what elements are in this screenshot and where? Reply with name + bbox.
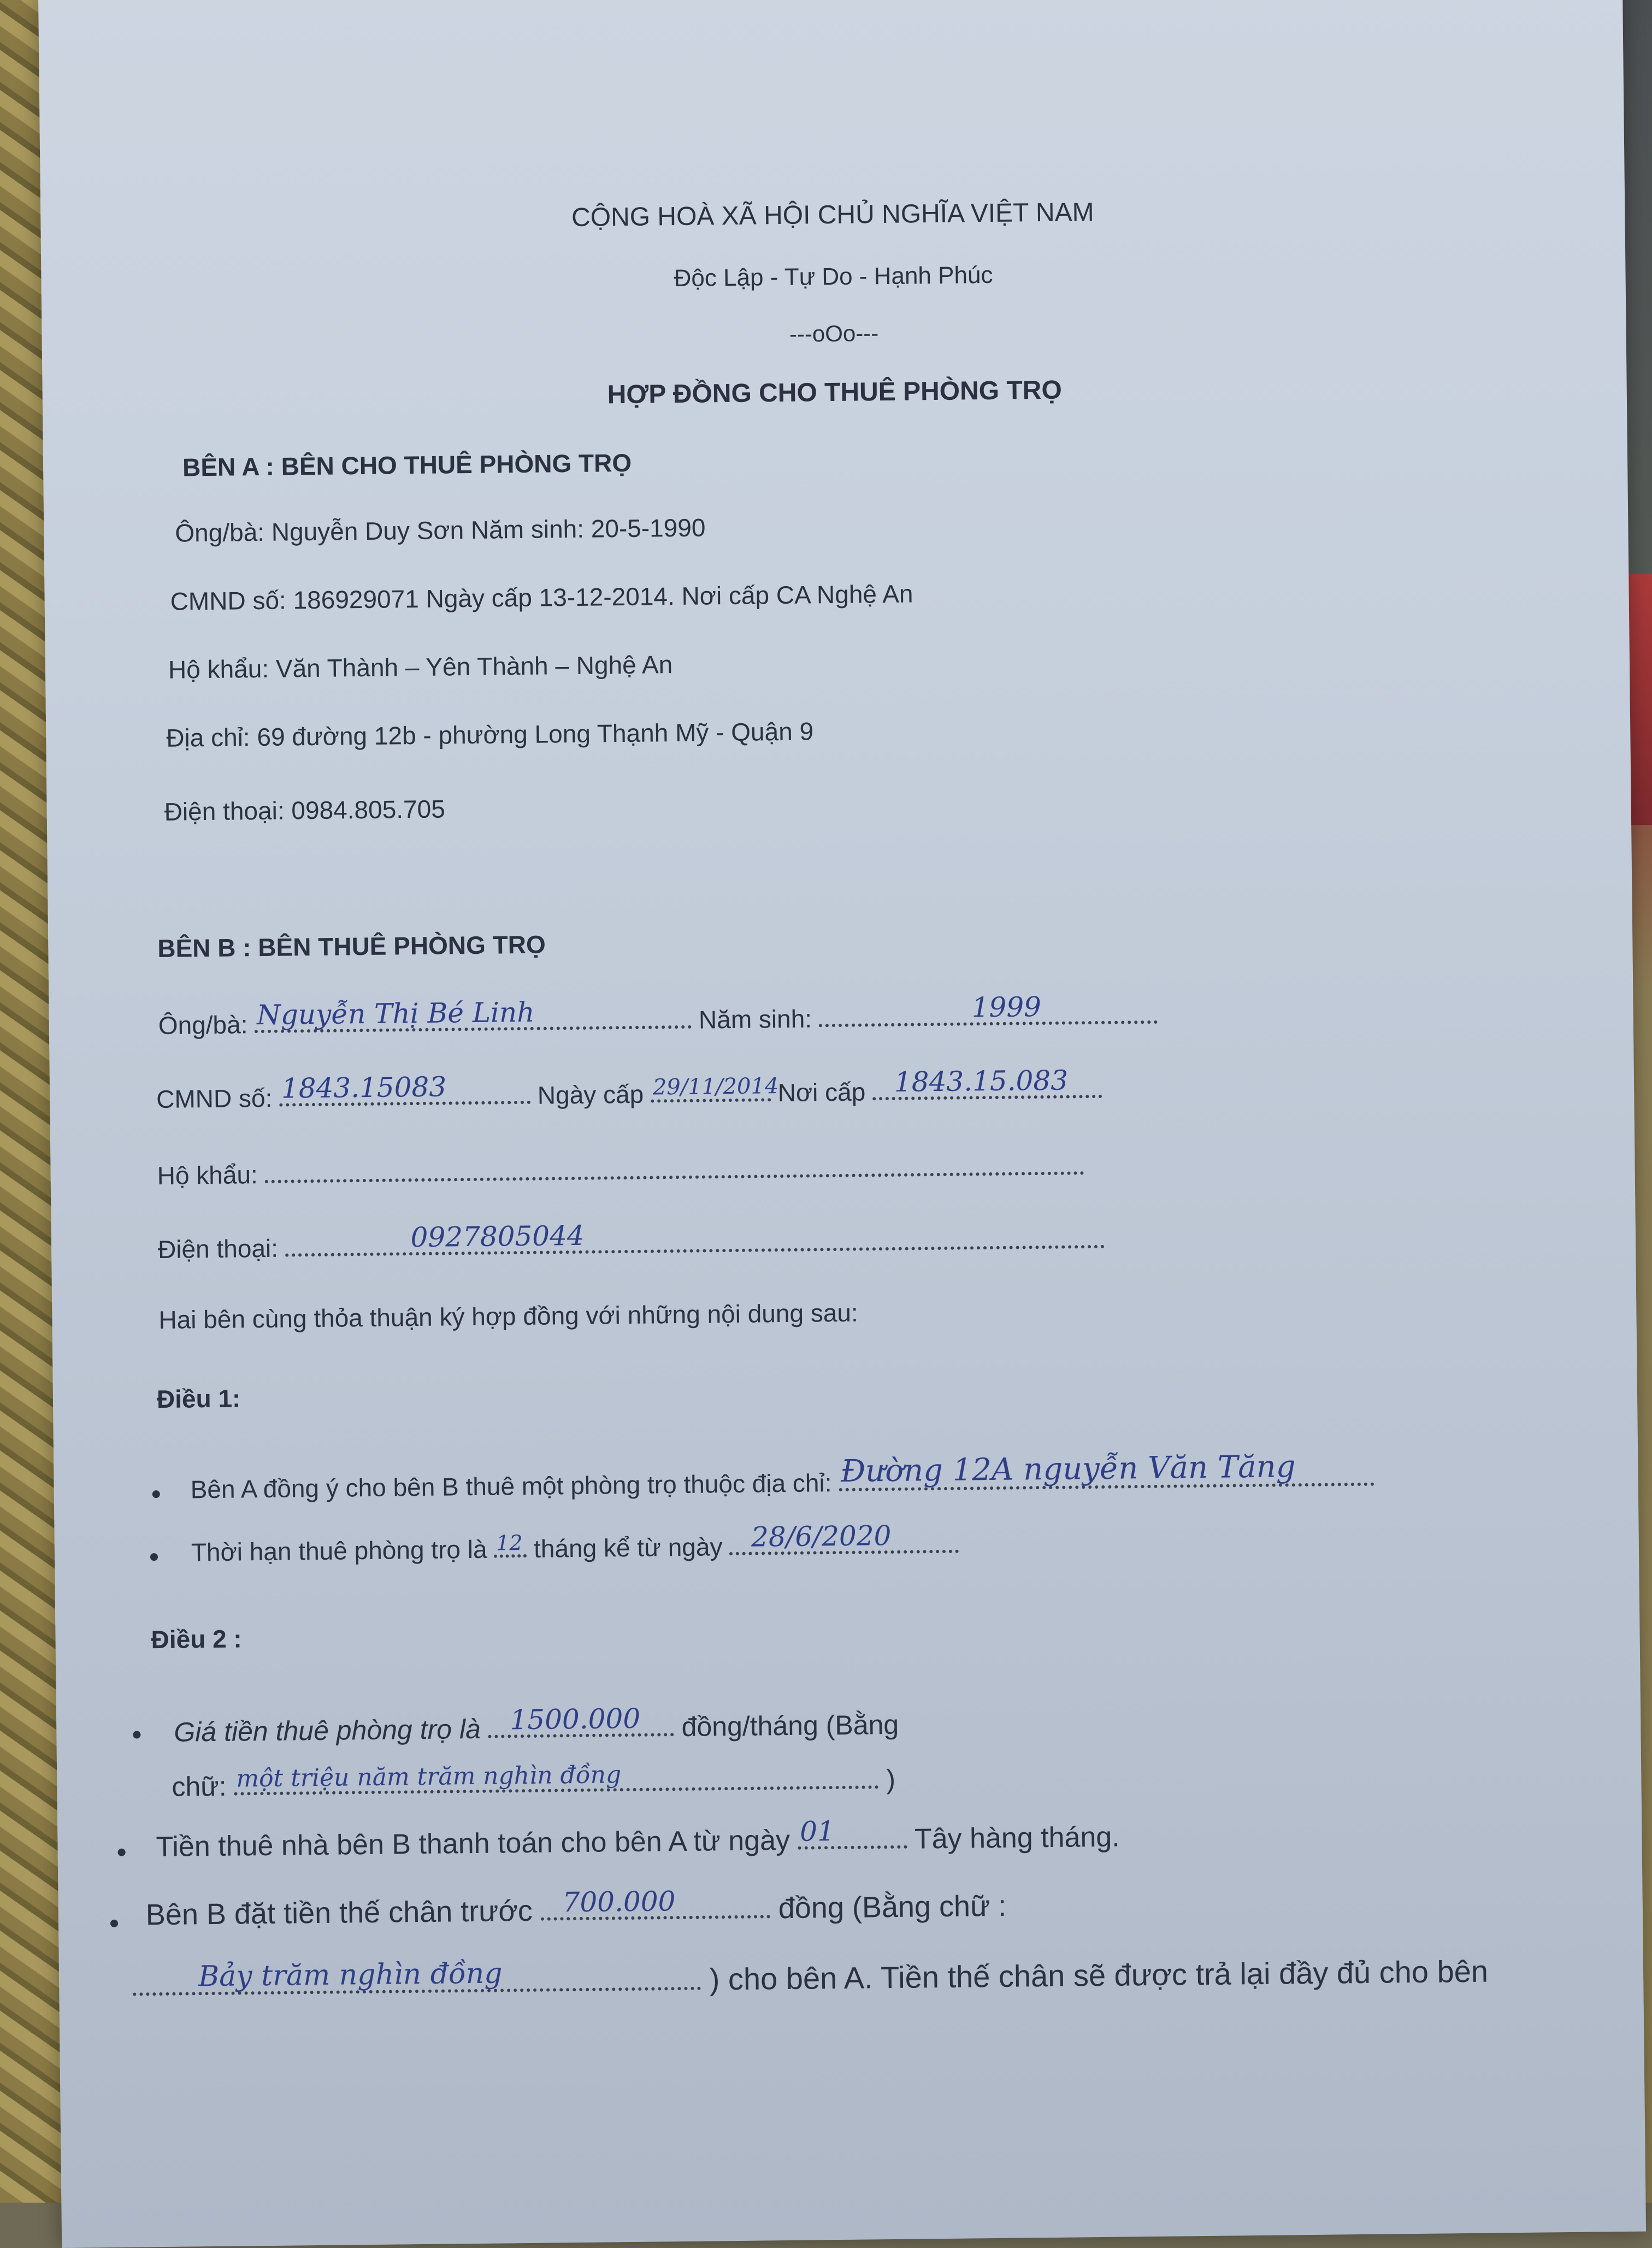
party-b-issue-value: 29/11/2014 <box>652 1073 779 1100</box>
party-b-issue-field[interactable] <box>651 1073 779 1102</box>
article-2-deposit-value: 700.000 <box>562 1885 676 1919</box>
party-b-id-value: 1843.15083 <box>281 1071 447 1105</box>
article-2-payment-text: Tiền thuê nhà bên B thanh toán cho bên A từ ngày <box>156 1824 790 1863</box>
party-a-household: Hộ khẩu: Văn Thành – Yên Thành – Nghệ An <box>168 650 673 684</box>
article-2-deposit-words-value: Bảy trăm nghìn đồng <box>198 1957 503 1993</box>
article-2-payment-suffix: Tây hàng tháng. <box>914 1821 1120 1855</box>
article-1-item-1 <box>190 1449 1374 1504</box>
party-b-household-field[interactable] <box>264 1147 1084 1183</box>
party-b-issue-label: Ngày cấp <box>537 1079 644 1110</box>
article-2-deposit-return-text: ) cho bên A. Tiền thế chân sẽ được trả lại đầy đủ cho bên <box>709 1954 1489 1997</box>
party-b-birth-value: 1999 <box>971 991 1042 1024</box>
bullet <box>150 1553 158 1561</box>
article-1-item-2 <box>191 1519 959 1567</box>
article-2-deposit-unit: đồng (Bằng chữ : <box>778 1889 1007 1925</box>
article-2-price-text: Giá tiền thuê phòng trọ là <box>174 1713 481 1748</box>
article-2-payment-day-field[interactable] <box>798 1815 907 1850</box>
bullet <box>110 1920 118 1927</box>
article-1-start-value: 28/6/2020 <box>751 1519 892 1553</box>
divider: ---oOo--- <box>789 320 879 347</box>
article-2-heading: Điều 2 : <box>151 1624 242 1654</box>
article-1-address-field[interactable] <box>839 1449 1374 1491</box>
party-b-place-label: Nơi cấp <box>777 1077 866 1107</box>
contract-document <box>38 0 1646 2248</box>
party-b-id-row <box>156 1064 1102 1114</box>
party-b-birth-label: Năm sinh: <box>698 1004 812 1034</box>
party-b-heading: BÊN B : BÊN THUÊ PHÒNG TRỌ <box>157 930 546 963</box>
party-b-id-label: CMND số: <box>156 1083 273 1114</box>
article-2-price-words-label: chữ: <box>172 1771 227 1802</box>
article-2-price-words-value: một triệu năm trăm nghìn đồng <box>236 1761 622 1793</box>
article-2-deposit-text: Bên B đặt tiền thế chân trước <box>145 1894 533 1932</box>
party-b-phone-row <box>158 1221 1105 1262</box>
party-b-birth-field[interactable] <box>818 991 1157 1027</box>
party-b-household-label: Hộ khẩu: <box>157 1160 258 1190</box>
article-1-term-text: Thời hạn thuê phòng trọ là <box>191 1535 487 1567</box>
agreement-intro: Hai bên cùng thỏa thuận ký hợp đồng với những nội dung sau: <box>158 1298 859 1335</box>
party-b-place-value: 1843.15.083 <box>894 1064 1069 1098</box>
article-2-price-field[interactable] <box>488 1702 674 1738</box>
article-1-heading: Điều 1: <box>156 1384 241 1414</box>
party-a-address: Địa chỉ: 69 đường 12b - phường Long Thạnh Mỹ - Quận 9 <box>166 717 814 752</box>
party-b-phone-value: 0927805044 <box>410 1219 585 1254</box>
article-2-deposit-words-field[interactable] <box>133 1957 701 1996</box>
party-a-name: Ông/bà: Nguyễn Duy Sơn Năm sinh: 20-5-1990 <box>175 513 706 547</box>
article-2-price-words-row <box>172 1761 895 1801</box>
party-a-id: CMND số: 186929071 Ngày cấp 13-12-2014. Nơi cấp CA Nghệ An <box>170 579 913 616</box>
party-b-name-row <box>158 991 1158 1040</box>
article-2-price-words-end: ) <box>886 1763 896 1795</box>
article-2-payment-row <box>156 1815 1120 1863</box>
document-title: HỢP ĐỒNG CHO THUÊ PHÒNG TRỌ <box>607 375 1063 410</box>
party-b-name-value: Nguyễn Thị Bé Linh <box>256 996 535 1031</box>
article-2-price-words-field[interactable] <box>234 1761 878 1795</box>
party-a-heading: BÊN A : BÊN CHO THUÊ PHÒNG TRỌ <box>182 448 632 482</box>
article-2-deposit-words-row <box>133 1955 1488 2001</box>
party-b-phone-field[interactable] <box>285 1221 1104 1257</box>
article-2-payment-day-value: 01 <box>799 1815 835 1848</box>
party-a-phone: Điện thoại: 0984.805.705 <box>164 794 446 826</box>
party-b-household-row <box>157 1147 1084 1188</box>
party-b-place-field[interactable] <box>872 1064 1102 1100</box>
article-1-term-value: 12 <box>495 1531 523 1555</box>
article-2-price-unit: đồng/tháng (Bằng <box>681 1709 899 1743</box>
article-2-price-row <box>174 1702 899 1748</box>
party-b-name-field[interactable] <box>255 996 692 1033</box>
article-2-deposit-field[interactable] <box>540 1885 770 1920</box>
article-1-term-field[interactable] <box>494 1530 527 1558</box>
nation-header: CỘNG HOÀ XÃ HỘI CHỦ NGHĨA VIỆT NAM <box>571 197 1094 232</box>
article-2-deposit-row <box>145 1885 1007 1932</box>
party-b-phone-label: Điện thoại: <box>157 1234 279 1264</box>
bullet <box>152 1490 160 1498</box>
article-1-start-text: tháng kể từ ngày <box>533 1532 723 1563</box>
article-1-start-field[interactable] <box>729 1519 959 1555</box>
motto: Độc Lập - Tự Do - Hạnh Phúc <box>674 261 993 292</box>
bullet <box>133 1731 140 1738</box>
article-2-price-value: 1500.000 <box>510 1702 641 1736</box>
bullet <box>118 1849 126 1856</box>
party-b-id-field[interactable] <box>279 1071 530 1107</box>
article-1-address-value: Đường 12A nguyễn Văn Tăng <box>840 1449 1296 1489</box>
article-1-item-1-text: Bên A đồng ý cho bên B thuê một phòng trọ thuộc địa chỉ: <box>190 1468 832 1504</box>
party-b-name-label: Ông/bà: <box>158 1010 248 1040</box>
